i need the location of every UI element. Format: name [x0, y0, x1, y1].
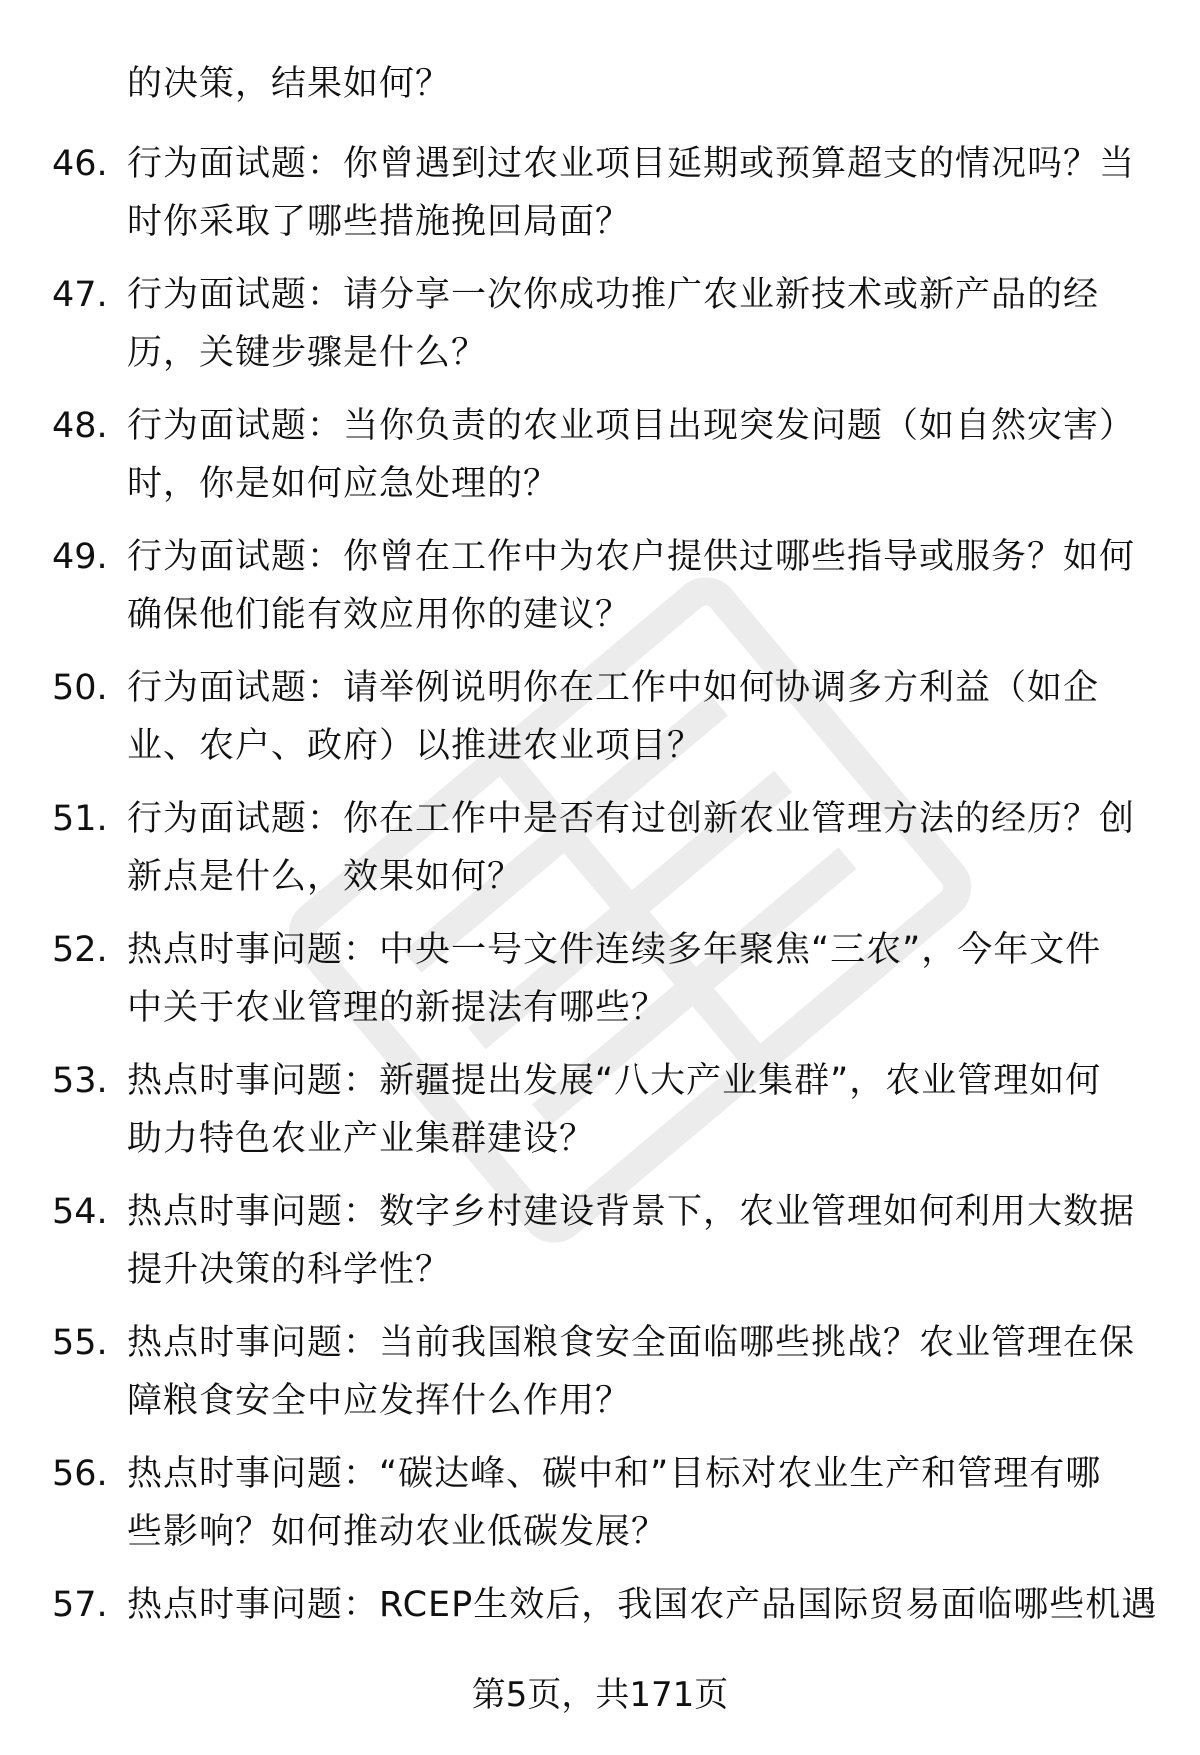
question-text-line: 热点时事问题：新疆提出发展“八大产业集群”，农业管理如何: [127, 1061, 1102, 1101]
question-number: 55.: [52, 1323, 108, 1363]
question-number: 57.: [52, 1585, 108, 1625]
question-text: [127, 528, 1147, 644]
question-text-line: 行为面试题：你在工作中是否有过创新农业管理方法的经历？创: [127, 799, 1136, 839]
question-text: [127, 1183, 1147, 1299]
question-item: [0, 1445, 1200, 1576]
question-item: [0, 1052, 1200, 1183]
question-text: [127, 266, 1147, 382]
question-text-line: 行为面试题：当你负责的农业项目出现突发问题（如自然灾害）: [127, 406, 1136, 446]
page-footer: 第5页，共171页: [471, 1675, 729, 1715]
question-list: [0, 135, 1200, 1707]
question-number: 50.: [52, 668, 108, 708]
question-text-line: 热点时事问题：RCEP生效后，我国农产品国际贸易面临哪些机遇: [127, 1585, 1158, 1625]
question-text-line: 助力特色农业产业集群建设？: [127, 1119, 596, 1159]
question-text: [127, 1576, 1158, 1634]
question-number: 53.: [52, 1061, 108, 1101]
question-text-line: 些影响？如何推动农业低碳发展？: [127, 1512, 668, 1552]
question-number: 49.: [52, 537, 108, 577]
question-text: [127, 135, 1147, 251]
question-text-line: 行为面试题：你曾遇到过农业项目延期或预算超支的情况吗？当: [127, 144, 1136, 184]
question-number: 48.: [52, 406, 108, 446]
question-text-line: 时你采取了哪些措施挽回局面？: [127, 202, 632, 242]
question-item: [0, 1183, 1200, 1314]
question-text: [127, 921, 1147, 1037]
question-item: [0, 397, 1200, 528]
question-text-line: 障粮食安全中应发挥什么作用？: [127, 1381, 632, 1421]
question-text: [127, 1314, 1147, 1430]
question-text-line: 业、农户、政府）以推进农业项目？: [127, 726, 704, 766]
question-number: 47.: [52, 275, 108, 315]
question-number: 56.: [52, 1454, 108, 1494]
question-text-line: 提升决策的科学性？: [127, 1250, 452, 1290]
question-text-line: 确保他们能有效应用你的建议？: [127, 595, 632, 635]
question-text: [127, 1052, 1147, 1168]
question-text-line: 热点时事问题：中央一号文件连续多年聚焦“三农”，今年文件: [127, 930, 1102, 970]
question-text-line: 行为面试题：请举例说明你在工作中如何协调多方利益（如企: [127, 668, 1100, 708]
question-text: [127, 659, 1147, 775]
question-text-line: 中关于农业管理的新提法有哪些？: [127, 988, 668, 1028]
question-item: [0, 528, 1200, 659]
question-text-line: 热点时事问题：数字乡村建设背景下，农业管理如何利用大数据: [127, 1192, 1136, 1232]
question-text-line: 行为面试题：你曾在工作中为农户提供过哪些指导或服务？如何: [127, 537, 1136, 577]
question-text: [127, 397, 1147, 513]
question-text: [127, 790, 1147, 906]
question-number: 51.: [52, 799, 108, 839]
question-number: 52.: [52, 930, 108, 970]
question-number: 54.: [52, 1192, 108, 1232]
question-item: [0, 1314, 1200, 1445]
question-text-line: 历，关键步骤是什么？: [127, 333, 488, 373]
question-item: [0, 790, 1200, 921]
question-text-line: 新点是什么，效果如何？: [127, 857, 524, 897]
question-item: [0, 921, 1200, 1052]
question-text-line: 热点时事问题：当前我国粮食安全面临哪些挑战？农业管理在保: [127, 1323, 1136, 1363]
question-item: [0, 659, 1200, 790]
question-item: [0, 135, 1200, 266]
question-text-line: 行为面试题：请分享一次你成功推广农业新技术或新产品的经: [127, 275, 1100, 315]
question-number: 46.: [52, 144, 108, 184]
continued-question-text: 的决策，结果如何？: [127, 64, 452, 104]
question-text-line: 时，你是如何应急处理的？: [127, 464, 560, 504]
question-item: [0, 266, 1200, 397]
question-text-line: 热点时事问题：“碳达峰、碳中和”目标对农业生产和管理有哪: [127, 1454, 1102, 1494]
question-text: [127, 1445, 1147, 1561]
